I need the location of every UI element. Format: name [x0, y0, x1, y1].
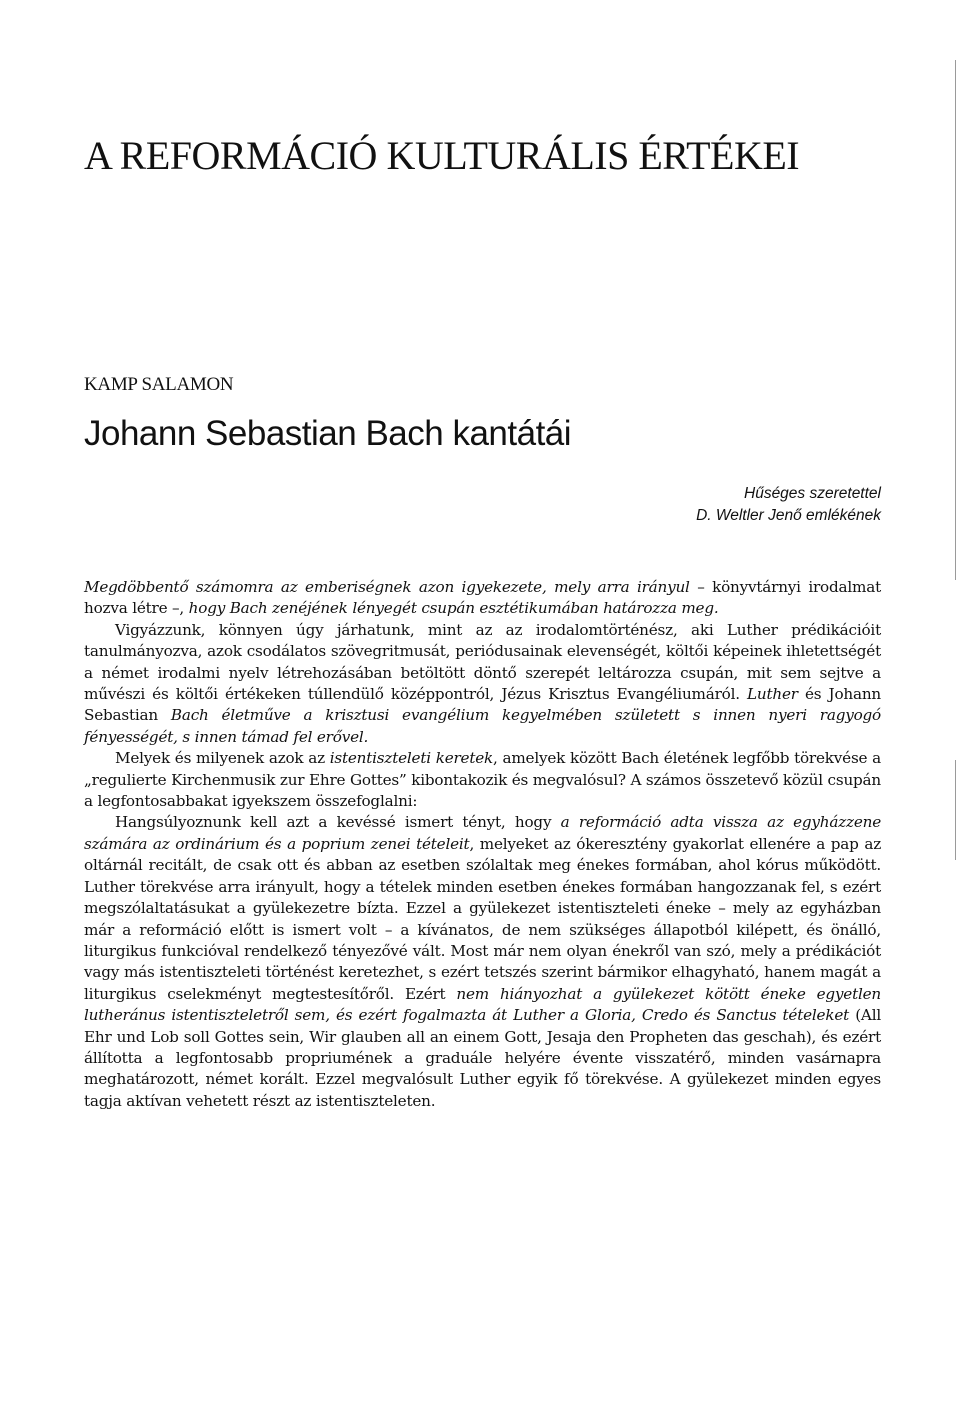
paragraph-1-italic-a: Megdöbbentő számomra az emberiségnek azon igyekezete, mely arra irányul: [84, 578, 690, 596]
paragraph-1-italic-b: hogy Bach zenéjének lényegét csupán esztétikumában határozza meg.: [188, 599, 719, 618]
paragraph-2-italic-a: Luther: [747, 685, 798, 704]
paragraph-2-text-b: és Johann Sebastian: [84, 685, 881, 725]
dedication: [696, 483, 881, 527]
paragraph-3: [84, 748, 881, 812]
paragraph-4-text-a: Hangsúlyoznunk kell azt a kevéssé ismert tényt, hogy: [115, 813, 561, 832]
article-title: Johann Sebastian Bach kantátái: [84, 414, 572, 453]
section-title: A REFORMÁCIÓ KULTURÁLIS ÉRTÉKEI: [84, 133, 800, 178]
paragraph-1-text: – könyvtárnyi irodalmat hozva létre –,: [84, 578, 881, 618]
dedication-line-1: Hűséges szeretettel: [744, 485, 881, 502]
paragraph-2: [84, 620, 881, 748]
scan-edge-line-lower: [955, 760, 956, 860]
paragraph-4-italic-a: a reformáció adta vissza az egyházzene számára az ordinárium és a poprium zenei tételeit: [84, 813, 881, 853]
paragraph-3-italic: istentiszteleti keretek: [329, 749, 494, 768]
paragraph-4-text-c: (All Ehr und Lob soll Gottes sein, Wir glauben all an einem Gott, Jesaja den Propheten das geschah), és ezért állította a legfontosabb propriumének a graduále helyére évente visszatérő, minden vasárnapra meghatározott, német korált. Ezzel megvalósult Luther egyik fő törekvése. A gyülekezet minden egyes tagja aktívan vehetett részt az istentiszteleten.: [84, 1006, 882, 1110]
document-page: [84, 0, 881, 1420]
paragraph-4-italic-b: nem hiányozhat a gyülekezet kötött éneke egyetlen lutheránus istentiszteletről sem, és ezért fogalmazta át Luther a Gloria, Credo és Sanctus tételeket: [84, 984, 881, 1025]
paragraph-3-text-b: , amelyek között Bach életének legfőbb törekvése a „regulierte Kirchenmusik zur Ehre Gottes” kibontakozik és megvalósul? A számos összetevő közül csupán a legfontosabbakat igyekszem összefoglalni:: [84, 749, 881, 811]
paragraph-2-text-a: Vigyázzunk, könnyen úgy járhatunk, mint az az irodalomtörténész, aki Luther prédikációit tanulmányozva, azok csodálatos szövegritmusát, periódusainak elevenségét, költői képeinek ihletettségét a német irodalmi nyelv létrehozásában betöltött döntő szerepét leltározza csupán, mit sem sejtve a művészi és költői értékeken túllendülő középpontról, Jézus Krisztus Evangéliumáról.: [84, 620, 881, 704]
paragraph-4-text-b: , melyeket az ókeresztény gyakorlat ellenére a pap az oltárnál recitált, de csak ott és abban az esetben szólaltak meg énekes formában, ahol kórus működött. Luther törekvése arra irányult, hogy a tételek minden esetben énekes formában hangozzanak fel, s ezért megszólaltatásukat a gyülekezetre bízta. Ezzel a gyülekezet istentiszteleti éneke – mely az egyházban már a reformáció előtt is ismert volt – a kívánatos, de nem szükséges állapotból kilépett, és önálló, liturgikus funkcióval rendelkező tényezővé vált. Most már nem olyan énekről van szó, mely a prédikációt vagy más istentiszteleti történést keretezhet, s ezért tetszés szerint bármikor elhagyható, hanem magát a liturgikus cselekményt megtestesítőről. Ezért: [84, 834, 881, 1003]
dedication-line-2: D. Weltler Jenő emlékének: [696, 507, 881, 524]
article-body: [84, 577, 881, 1112]
paragraph-3-text-a: Melyek és milyenek azok az: [115, 749, 330, 768]
paragraph-4: [84, 812, 881, 1112]
scan-edge-line: [955, 60, 956, 580]
paragraph-2-italic-b: Bach életműve a krisztusi evangélium kegyelmében született s innen nyeri ragyogó fényességét, s innen támad fel erővel.: [84, 706, 882, 746]
paragraph-1: [84, 577, 881, 620]
author-name: KAMP SALAMON: [84, 374, 234, 395]
